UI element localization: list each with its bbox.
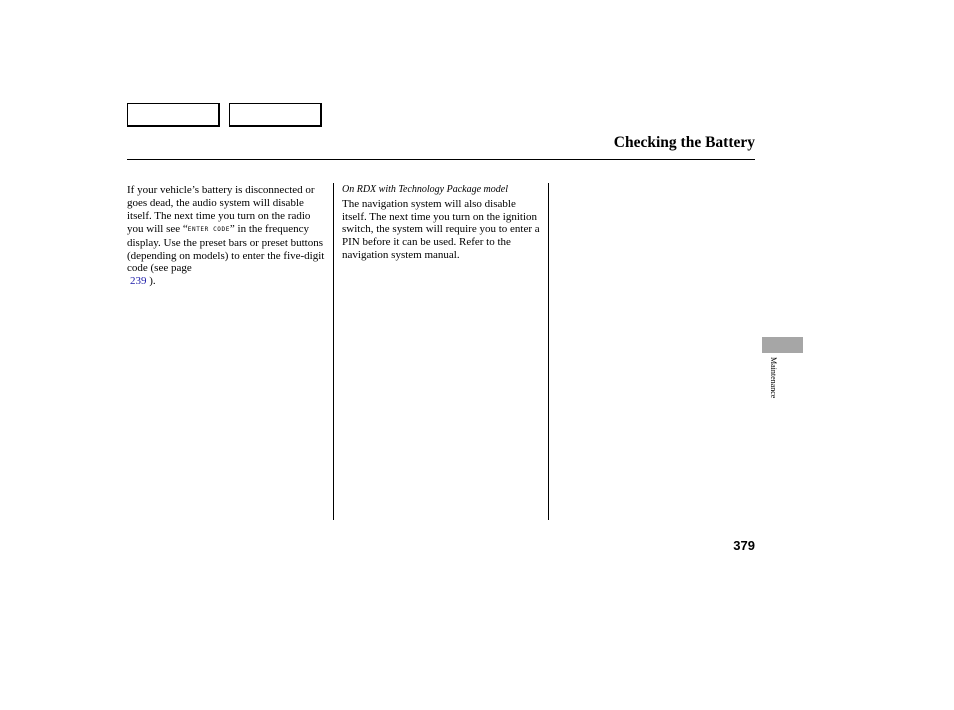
page-title: Checking the Battery (613, 134, 755, 151)
model-note: On RDX with Technology Package model (342, 184, 508, 195)
navigation-system-text: The navigation system will also disable itself. The next time you turn on the ignition switch, the system will require you to enter a PIN before it can be used. Refer to the navigation system manual. (342, 197, 540, 262)
page-number: 379 (733, 538, 755, 553)
nav-button-main-menu[interactable] (127, 103, 220, 127)
enter-code-display-text: ENTER CODE (187, 225, 230, 233)
header-divider (127, 159, 755, 160)
column-divider-left (333, 183, 334, 520)
battery-text-part1: If your vehicle’s battery is disconnected or goes dead, the audio system will disable itself. The next time you turn on the radio you will see “ (127, 184, 315, 235)
left-column-text (127, 184, 327, 288)
page-239-link[interactable]: 239 (130, 275, 147, 288)
battery-text-part2: ” in the frequency display. Use the preset bars or preset buttons (depending on models) to enter the five-digit code (see page (127, 222, 325, 275)
section-tab-label: Maintenance (769, 357, 778, 399)
column-divider-right (548, 183, 549, 520)
nav-button-table-of-contents[interactable] (229, 103, 322, 127)
battery-text-part3: ). (146, 275, 156, 288)
right-column-text (342, 184, 542, 262)
section-tab[interactable] (762, 337, 803, 353)
